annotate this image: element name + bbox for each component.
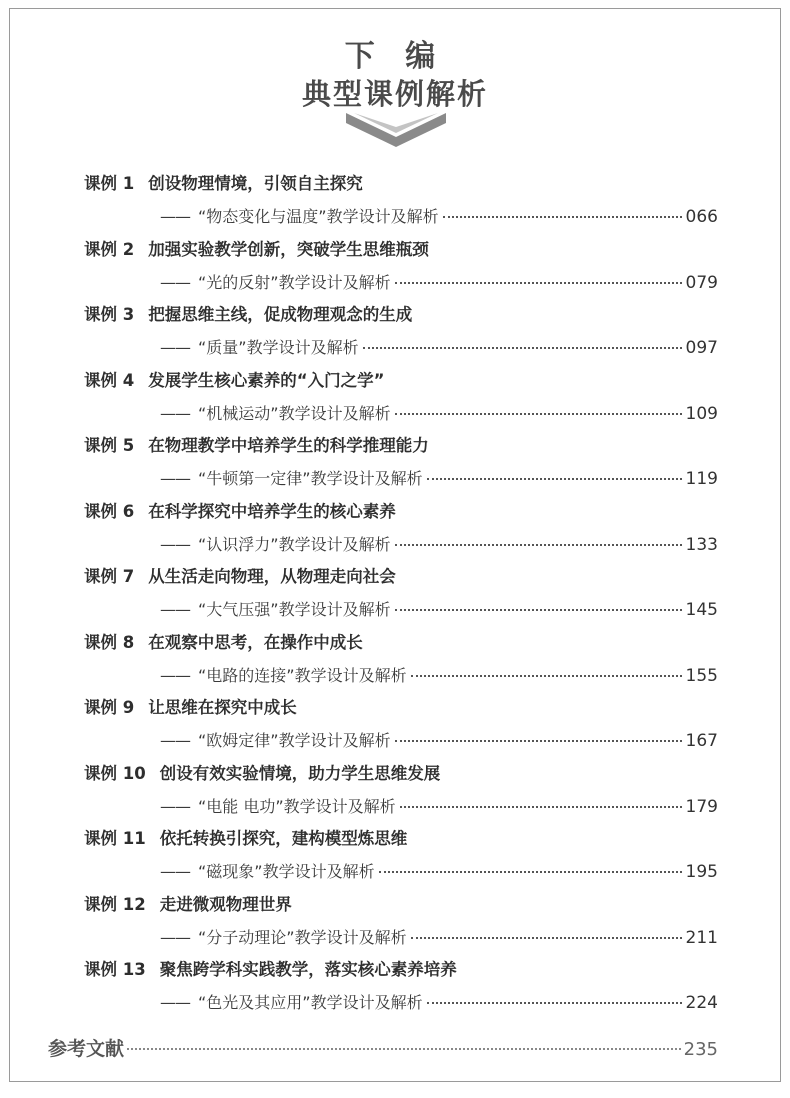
section-heading [10,39,780,113]
toc-entry[interactable] [10,950,780,1016]
lesson-subtitle [160,728,718,751]
page-number: 066 [685,207,718,227]
lesson-subtitle-text: “欧姆定律”教学设计及解析 [198,731,391,750]
lesson-title [84,760,440,784]
page-number: 119 [685,469,718,489]
lesson-title-text: 在观察中思考，在操作中成长 [148,632,363,652]
part-subtitle: 典型课例解析 [301,77,488,111]
lesson-subtitle-text: “光的反射”教学设计及解析 [198,272,391,292]
references-entry[interactable] [48,1034,718,1061]
lesson-title-text: 把握思维主线，促成物理观念的生成 [148,305,413,324]
lesson-number: 课例 12 [84,894,146,914]
lesson-number: 课例 9 [84,698,135,717]
page-number: 133 [685,534,718,555]
lesson-subtitle [160,401,718,424]
lesson-subtitle-text: “电路的连接”教学设计及解析 [198,665,407,685]
lesson-number: 课例 6 [84,501,135,521]
lesson-title [84,432,429,456]
toc-entry[interactable] [10,623,780,689]
lesson-subtitle [160,925,718,948]
page-number: 224 [685,993,718,1013]
em-dash: —— [160,272,190,292]
lesson-subtitle-text: “电能 电功”教学设计及解析 [198,796,396,816]
em-dash: —— [160,665,190,685]
em-dash: —— [160,927,190,947]
dot-leader [427,1002,682,1004]
toc-entry[interactable] [10,885,780,951]
em-dash: —— [160,207,190,226]
lesson-number: 课例 3 [84,305,135,324]
lesson-subtitle [160,204,718,227]
toc-list [10,164,780,1016]
lesson-subtitle [160,270,718,293]
lesson-subtitle-text: “色光及其应用”教学设计及解析 [198,993,423,1012]
lesson-title-text: 在物理教学中培养学生的科学推理能力 [148,436,429,455]
em-dash: —— [160,731,190,750]
lesson-number: 课例 11 [84,829,146,848]
lesson-subtitle-text: “牛顿第一定律”教学设计及解析 [198,469,423,488]
lesson-title [84,498,396,522]
lesson-subtitle [160,663,718,686]
lesson-title [84,956,457,980]
toc-entry[interactable] [10,754,780,820]
lesson-title-text: 从生活走向物理，从物理走向社会 [148,567,396,586]
toc-entry[interactable] [10,819,780,885]
lesson-number: 课例 7 [84,567,135,586]
em-dash: —— [160,600,190,619]
lesson-title-text: 在科学探究中培养学生的核心素养 [148,501,396,521]
lesson-subtitle-text: “分子动理论”教学设计及解析 [198,927,407,947]
em-dash: —— [160,403,190,423]
em-dash: —— [160,534,190,554]
lesson-title-text: 聚焦跨学科实践教学，落实核心素养培养 [159,960,457,979]
dot-leader [400,806,682,808]
lesson-title [84,629,363,653]
lesson-title [84,170,363,194]
part-title: 下 编 [344,39,446,74]
page-number: 195 [685,862,718,882]
lesson-title [84,236,429,260]
em-dash: —— [160,862,190,881]
page-number: 167 [685,731,718,751]
em-dash: —— [160,469,190,488]
lesson-title-text: 加强实验教学创新，突破学生思维瓶颈 [148,239,429,259]
dot-leader [443,216,682,218]
dot-leader [127,1048,681,1050]
em-dash: —— [160,796,190,816]
lesson-title [84,367,384,391]
lesson-subtitle-text: “大气压强”教学设计及解析 [198,600,391,619]
lesson-title-text: 走进微观物理世界 [159,894,292,914]
lesson-number: 课例 10 [84,763,146,783]
lesson-number: 课例 13 [84,960,146,979]
lesson-title-text: 依托转换引探究，建构模型炼思维 [159,829,408,848]
dot-leader [395,609,682,611]
lesson-subtitle-text: “机械运动”教学设计及解析 [198,403,391,423]
toc-entry[interactable] [10,426,780,492]
em-dash: —— [160,993,190,1012]
lesson-subtitle-text: “质量”教学设计及解析 [198,338,359,357]
page-number: 211 [685,927,718,948]
lesson-subtitle [160,597,718,620]
lesson-title-text: 让思维在探究中成长 [148,698,297,717]
page-number: 155 [685,665,718,686]
lesson-subtitle-text: “物态变化与温度”教学设计及解析 [198,207,439,226]
lesson-subtitle [160,990,718,1013]
toc-entry[interactable] [10,164,780,230]
toc-entry[interactable] [10,492,780,558]
dot-leader [395,544,682,546]
toc-entry[interactable] [10,361,780,427]
dot-leader [395,740,682,742]
page-number: 109 [685,403,718,424]
dot-leader [363,347,682,349]
references-page-number: 235 [683,1039,718,1060]
toc-entry[interactable] [10,688,780,754]
page-number: 145 [685,600,718,620]
dot-leader [427,478,682,480]
lesson-number: 课例 8 [84,632,135,652]
lesson-title [84,825,407,849]
lesson-subtitle-text: “认识浮力”教学设计及解析 [198,534,391,554]
lesson-subtitle-text: “磁现象”教学设计及解析 [198,862,375,881]
lesson-subtitle [160,335,718,358]
lesson-subtitle [160,794,718,817]
toc-page [9,8,781,1082]
lesson-subtitle [160,466,718,489]
dot-leader [395,413,682,415]
lesson-title [84,694,297,718]
dot-leader [411,675,682,677]
lesson-title-text: 发展学生核心素养的“入门之学” [148,370,385,390]
page-number: 097 [685,338,718,358]
lesson-title [84,563,396,587]
dot-leader [395,282,682,284]
toc-entry[interactable] [10,295,780,361]
dot-leader [379,871,682,873]
lesson-title-text: 创设物理情境，引领自主探究 [148,174,363,193]
lesson-subtitle [160,532,718,555]
chevron-down-icon [346,113,446,147]
lesson-number: 课例 4 [84,370,135,390]
lesson-title [84,301,412,325]
toc-entry[interactable] [10,230,780,296]
page-number: 079 [685,272,718,293]
lesson-number: 课例 2 [84,239,135,259]
toc-entry[interactable] [10,557,780,623]
references-label: 参考文献 [48,1038,125,1060]
lesson-number: 课例 5 [84,436,135,455]
page-number: 179 [685,796,718,817]
dot-leader [411,937,682,939]
em-dash: —— [160,338,190,357]
lesson-title-text: 创设有效实验情境，助力学生思维发展 [159,763,441,783]
lesson-subtitle [160,859,718,882]
lesson-title [84,891,292,915]
lesson-number: 课例 1 [84,174,135,193]
